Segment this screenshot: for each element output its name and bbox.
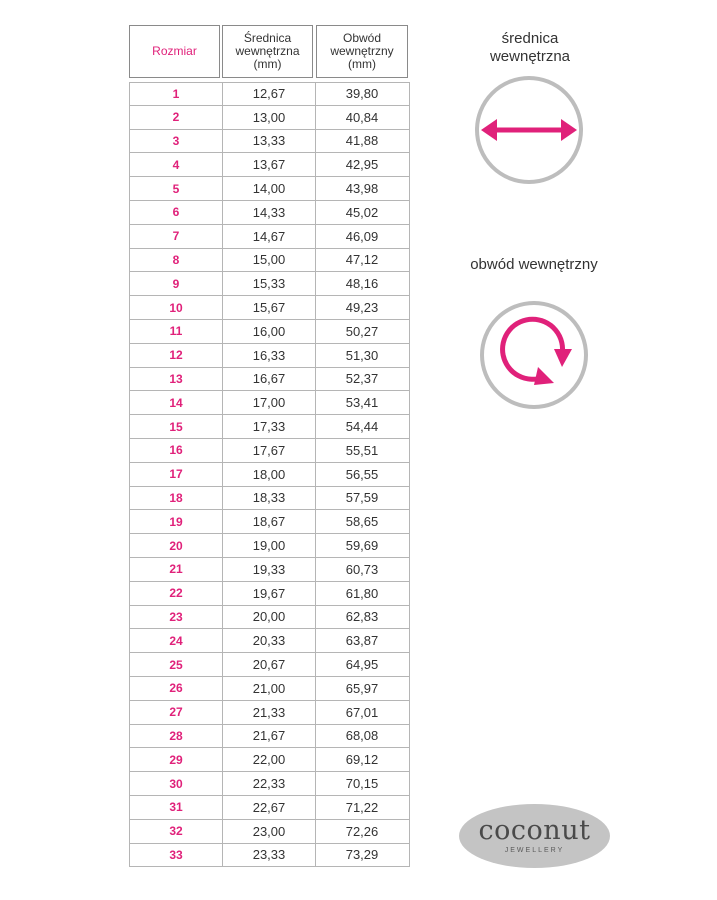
circumference-cell: 57,59: [345, 490, 379, 506]
diameter-cell: 15,00: [223, 249, 316, 272]
size-cell: 17: [130, 463, 223, 486]
circumference-cell: 56,55: [345, 466, 379, 482]
header-circumference-label: Obwód wewnętrzny (mm): [330, 31, 394, 71]
size-cell: 6: [130, 201, 223, 224]
size-cell: 24: [130, 629, 223, 652]
diameter-cell: 17,00: [223, 391, 316, 414]
circumference-cell: 61,80: [345, 585, 379, 601]
circumference-cell: 65,97: [345, 680, 379, 696]
table-row: [130, 415, 409, 439]
circumference-cell: 39,80: [345, 86, 379, 102]
header-diameter-label: Średnica wewnętrzna (mm): [235, 31, 300, 71]
circumference-cell: 59,69: [345, 538, 379, 554]
diameter-cell: 13,00: [223, 106, 316, 129]
size-cell: 10: [130, 296, 223, 319]
diameter-cell: 14,33: [223, 201, 316, 224]
diameter-cell: 19,00: [223, 534, 316, 557]
size-cell: 23: [130, 606, 223, 629]
diameter-arrow-icon: [469, 70, 589, 190]
size-cell: 9: [130, 272, 223, 295]
table-row: [130, 534, 409, 558]
table-row: [130, 296, 409, 320]
header-diameter: [222, 25, 313, 78]
table-row: [130, 701, 409, 725]
logo-subtitle: JEWELLERY: [504, 847, 565, 854]
diameter-cell: 21,00: [223, 677, 316, 700]
size-cell: 30: [130, 772, 223, 795]
circumference-cell: 55,51: [345, 442, 379, 458]
diameter-cell: 16,33: [223, 344, 316, 367]
size-cell: 1: [130, 83, 223, 105]
circumference-cell: 42,95: [345, 157, 379, 173]
circumference-cell: 48,16: [345, 276, 379, 292]
circumference-cell: 62,83: [345, 609, 379, 625]
diameter-cell: 23,00: [223, 820, 316, 843]
circumference-cell: 68,08: [345, 728, 379, 744]
table-row: [130, 844, 409, 868]
size-cell: 33: [130, 844, 223, 867]
table-row: [130, 510, 409, 534]
size-table: [129, 82, 410, 867]
circumference-cell: 47,12: [345, 252, 379, 268]
diameter-cell: 22,33: [223, 772, 316, 795]
circumference-cell: 53,41: [345, 395, 379, 411]
table-row: [130, 772, 409, 796]
circumference-cell: 49,23: [345, 300, 379, 316]
size-cell: 2: [130, 106, 223, 129]
diameter-cell: 14,67: [223, 225, 316, 248]
circumference-cell: 70,15: [345, 776, 379, 791]
diameter-cell: 16,00: [223, 320, 316, 343]
diameter-cell: 20,33: [223, 629, 316, 652]
diameter-cell: 19,67: [223, 582, 316, 605]
diameter-cell: 17,67: [223, 439, 316, 462]
circumference-cell: 64,95: [345, 657, 379, 673]
circumference-cell: 63,87: [345, 633, 379, 649]
size-cell: 27: [130, 701, 223, 724]
table-row: [130, 249, 409, 273]
size-cell: 29: [130, 748, 223, 771]
diameter-cell: 18,33: [223, 487, 316, 510]
size-cell: 28: [130, 725, 223, 748]
size-cell: 8: [130, 249, 223, 272]
table-row: [130, 391, 409, 415]
table-row: [130, 82, 409, 106]
circumference-cell: 46,09: [345, 228, 379, 244]
header-size: [129, 25, 220, 78]
table-row: [130, 439, 409, 463]
size-cell: 13: [130, 368, 223, 391]
circumference-cell: 51,30: [345, 347, 379, 363]
table-row: [130, 606, 409, 630]
table-row: [130, 653, 409, 677]
table-row: [130, 201, 409, 225]
diameter-cell: 18,67: [223, 510, 316, 533]
circumference-cell: 45,02: [345, 204, 379, 220]
circumference-cell: 43,98: [345, 181, 379, 197]
table-row: [130, 320, 409, 344]
brand-logo: [459, 804, 610, 868]
diameter-cell: 21,67: [223, 725, 316, 748]
logo-name: coconut: [478, 815, 591, 846]
diameter-cell: 19,33: [223, 558, 316, 581]
diameter-label: średnica wewnętrzna: [489, 30, 571, 65]
diameter-cell: 13,33: [223, 130, 316, 153]
table-row: [130, 725, 409, 749]
circumference-cell: 54,44: [345, 419, 379, 435]
table-row: [130, 558, 409, 582]
table-row: [130, 748, 409, 772]
circumference-cell: 71,22: [345, 799, 379, 815]
diameter-cell: 15,67: [223, 296, 316, 319]
diameter-cell: 17,33: [223, 415, 316, 438]
circumference-cell: 73,29: [345, 847, 379, 863]
diameter-cell: 16,67: [223, 368, 316, 391]
circumference-cell: 60,73: [345, 561, 379, 577]
circumference-arrow-icon: [474, 295, 594, 415]
size-cell: 14: [130, 391, 223, 414]
circumference-cell: 67,01: [345, 704, 379, 720]
table-row: [130, 153, 409, 177]
size-cell: 26: [130, 677, 223, 700]
size-cell: 4: [130, 153, 223, 176]
size-cell: 20: [130, 534, 223, 557]
table-row: [130, 629, 409, 653]
diameter-cell: 20,00: [223, 606, 316, 629]
circumference-cell: 41,88: [345, 133, 379, 149]
diameter-cell: 20,67: [223, 653, 316, 676]
table-row: [130, 368, 409, 392]
diameter-cell: 22,67: [223, 796, 316, 819]
header-circumference: [316, 25, 408, 78]
diameter-cell: 18,00: [223, 463, 316, 486]
diameter-cell: 22,00: [223, 748, 316, 771]
circumference-cell: 50,27: [345, 323, 379, 339]
size-cell: 18: [130, 487, 223, 510]
size-cell: 19: [130, 510, 223, 533]
table-row: [130, 225, 409, 249]
diameter-cell: 15,33: [223, 272, 316, 295]
table-row: [130, 796, 409, 820]
size-cell: 21: [130, 558, 223, 581]
size-cell: 3: [130, 130, 223, 153]
size-cell: 32: [130, 820, 223, 843]
table-row: [130, 820, 409, 844]
table-row: [130, 677, 409, 701]
table-row: [130, 582, 409, 606]
circumference-cell: 58,65: [345, 514, 379, 530]
circumference-cell: 40,84: [345, 109, 379, 125]
table-row: [130, 130, 409, 154]
table-row: [130, 177, 409, 201]
size-cell: 15: [130, 415, 223, 438]
table-row: [130, 344, 409, 368]
size-cell: 11: [130, 320, 223, 343]
size-cell: 5: [130, 177, 223, 200]
diameter-cell: 13,67: [223, 153, 316, 176]
diameter-cell: 21,33: [223, 701, 316, 724]
table-row: [130, 463, 409, 487]
diameter-cell: 12,67: [223, 83, 316, 105]
size-cell: 22: [130, 582, 223, 605]
table-row: [130, 487, 409, 511]
size-cell: 7: [130, 225, 223, 248]
circumference-label: obwód wewnętrzny: [470, 256, 598, 273]
size-cell: 31: [130, 796, 223, 819]
table-row: [130, 272, 409, 296]
size-cell: 25: [130, 653, 223, 676]
size-cell: 16: [130, 439, 223, 462]
header-size-label: Rozmiar: [152, 44, 197, 58]
table-row: [130, 106, 409, 130]
circumference-cell: 69,12: [345, 752, 379, 768]
diameter-cell: 23,33: [223, 844, 316, 867]
size-cell: 12: [130, 344, 223, 367]
diameter-cell: 14,00: [223, 177, 316, 200]
circumference-cell: 72,26: [345, 823, 379, 839]
circumference-cell: 52,37: [345, 371, 379, 387]
